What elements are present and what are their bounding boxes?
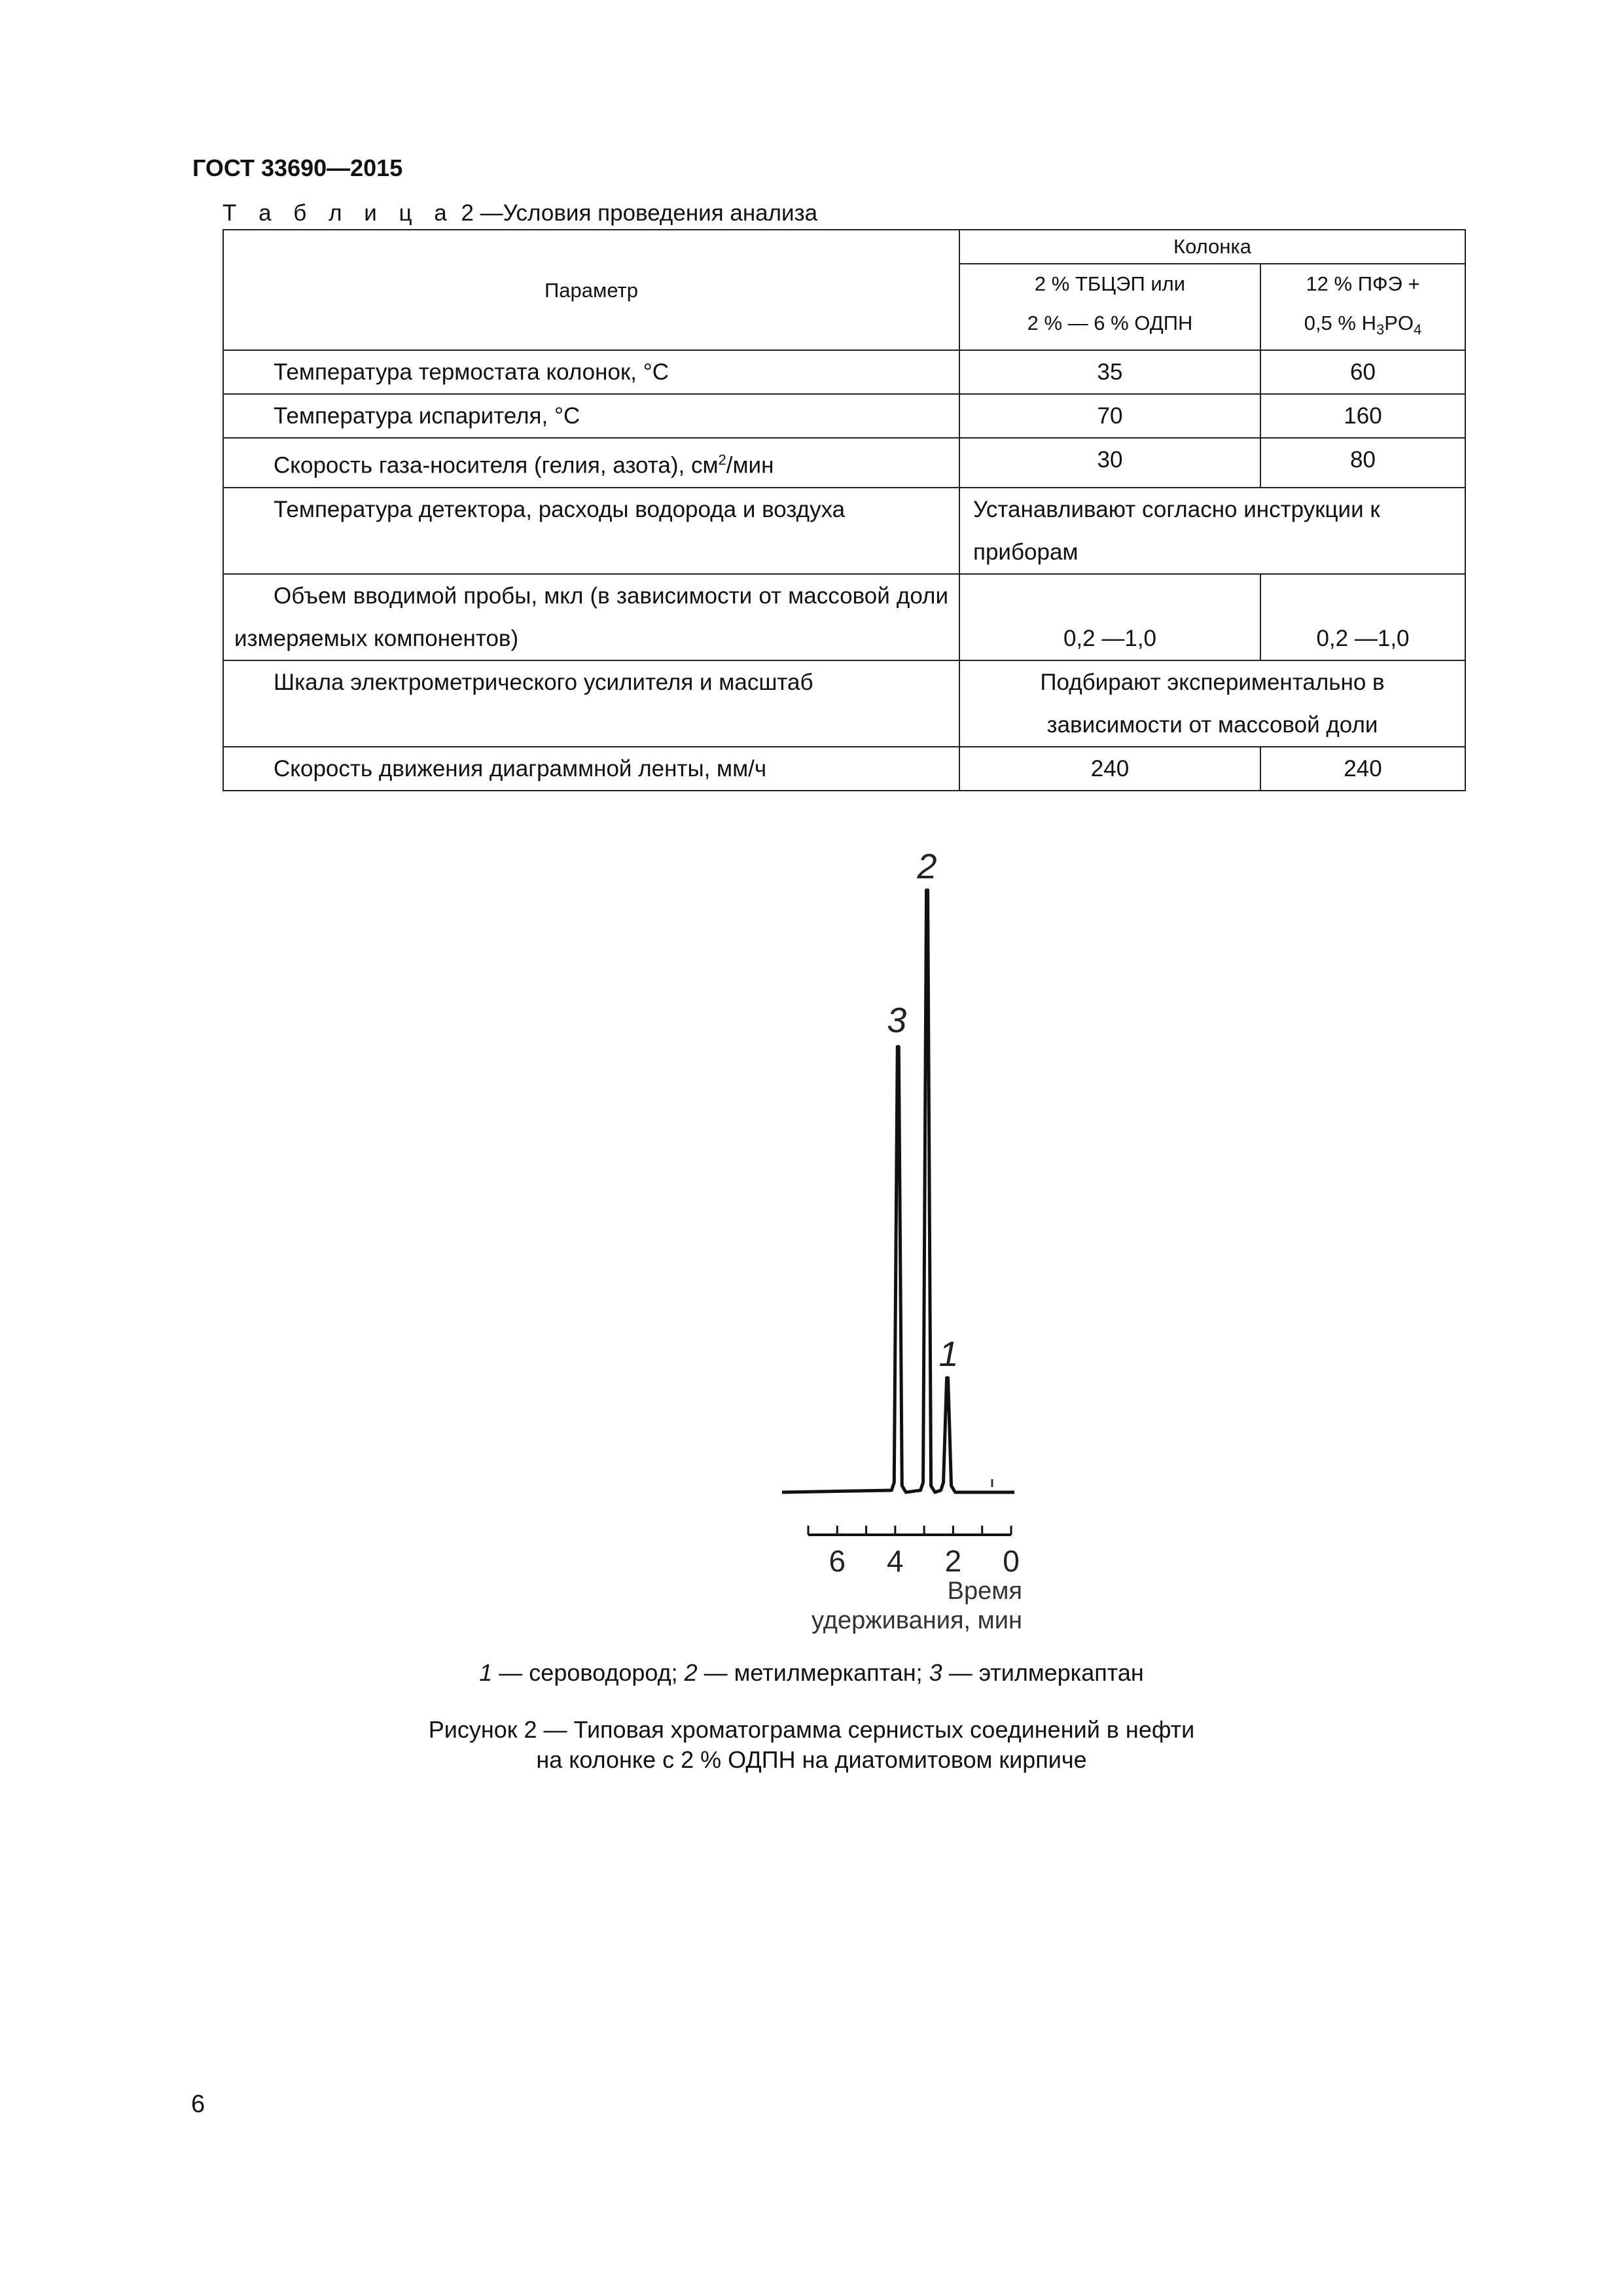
table-row — [223, 574, 1465, 660]
row-param: Скорость движения диаграммной ленты, мм/ч — [223, 747, 959, 791]
row-value-col1: 0,2 —1,0 — [959, 574, 1260, 660]
header-col2 — [1260, 264, 1465, 350]
peak-label: 2 — [917, 847, 937, 886]
figure-caption-line2: на колонке с 2 % ОДПН на диатомитовом кирпиче — [536, 1746, 1087, 1773]
table-caption-word: Т а б л и ц а — [223, 200, 455, 226]
conditions-table — [223, 229, 1466, 791]
header-row — [223, 230, 1465, 264]
header-column-group: Колонка — [959, 230, 1465, 264]
figure-legend: 1 — сероводород; 2 — метилмеркаптан; 3 — этилмеркаптан — [479, 1659, 1144, 1686]
header-col1-line2: 2 % — 6 % ОДПН — [1027, 312, 1193, 334]
row-value-merged: Подбирают экспериментально в зависимости от массовой доли — [959, 660, 1465, 747]
table-row — [223, 660, 1465, 747]
standard-title: ГОСТ 33690—2015 — [192, 154, 403, 181]
row-param: Объем вводимой пробы, мкл (в зависимости от массовой доли измеряемых компонентов) — [223, 574, 959, 660]
table-row — [223, 350, 1465, 394]
row-value-col1: 240 — [959, 747, 1260, 791]
row-value-col2: 80 — [1260, 438, 1465, 488]
header-col1 — [959, 264, 1260, 350]
row-value-merged: Устанавливают согласно инструкции к приборам — [959, 488, 1465, 574]
xlabel-line2: удерживания, мин — [812, 1607, 1022, 1634]
axis-tick-label: 4 — [887, 1544, 904, 1578]
row-param: Температура детектора, расходы водорода и воздуха — [223, 488, 959, 574]
chromatogram — [753, 831, 1067, 1643]
row-value-col2: 240 — [1260, 747, 1465, 791]
row-param: Скорость газа-носителя (гелия, азота), $см^2$/мин — [223, 438, 959, 488]
xlabel-line1: Время — [947, 1577, 1022, 1605]
row-value-col2: 160 — [1260, 394, 1465, 438]
row-param: Температура термостата колонок, °С — [223, 350, 959, 394]
table-row — [223, 488, 1465, 574]
row-value-col2: 0,2 —1,0 — [1260, 574, 1465, 660]
page-number: 6 — [191, 2090, 205, 2118]
row-value-col1: 70 — [959, 394, 1260, 438]
peak-label: 1 — [938, 1335, 959, 1374]
header-param: Параметр — [223, 230, 959, 350]
peak-label: 3 — [887, 1001, 907, 1041]
figure-caption — [0, 1715, 1623, 1775]
header-col2-line2: 0,5 % $H_3PO_4$ — [1304, 312, 1422, 338]
axis-tick-label: 0 — [1003, 1544, 1020, 1578]
header-col1-line1: 2 % ТБЦЭП или — [1034, 272, 1186, 295]
header-col2-line1: 12 % ПФЭ + — [1306, 272, 1420, 295]
figure-caption-line1: Рисунок 2 — Типовая хроматограмма сернистых соединений в нефти — [428, 1716, 1195, 1743]
row-value-col1: 35 — [959, 350, 1260, 394]
table-caption — [223, 200, 817, 226]
table-row — [223, 394, 1465, 438]
table-row — [223, 747, 1465, 791]
row-value-col1: 30 — [959, 438, 1260, 488]
axis-tick-label: 6 — [829, 1544, 846, 1578]
table-row — [223, 438, 1465, 488]
axis-tick-label: 2 — [944, 1544, 962, 1578]
row-param: Температура испарителя, °С — [223, 394, 959, 438]
chromatogram-svg — [753, 831, 1067, 1643]
row-param: Шкала электрометрического усилителя и масштаб — [223, 660, 959, 747]
row-value-col2: 60 — [1260, 350, 1465, 394]
chromatogram-signal — [782, 890, 1014, 1492]
table-caption-text: 2 —Условия проведения анализа — [461, 200, 818, 226]
